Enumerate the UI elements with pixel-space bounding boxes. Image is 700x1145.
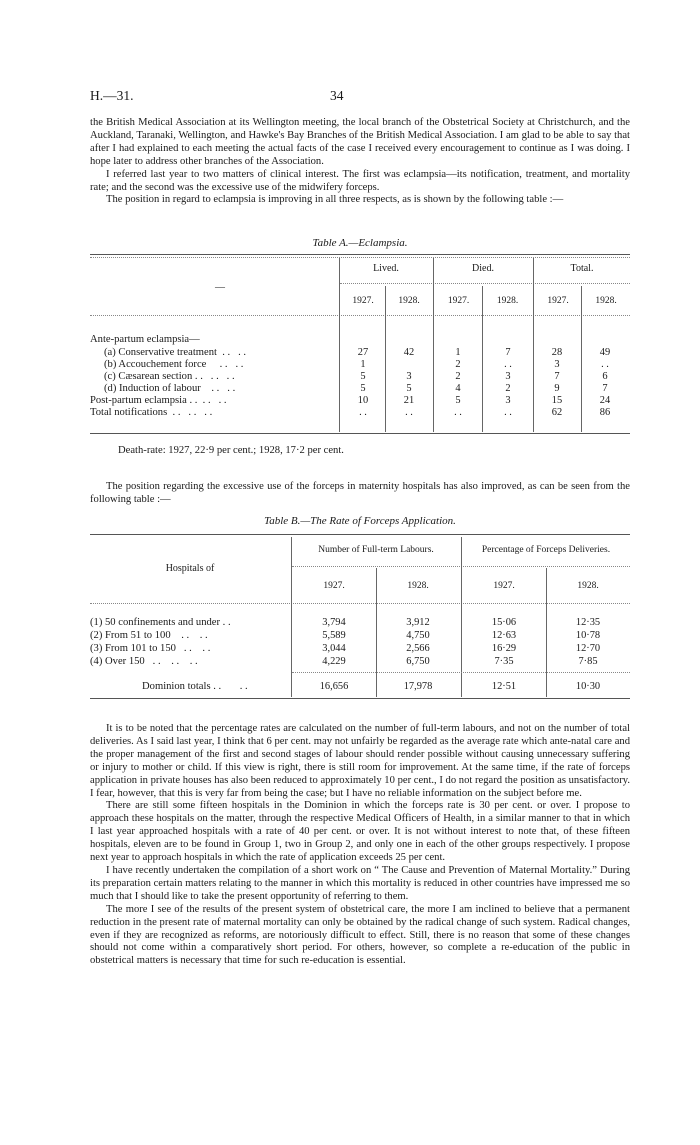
table-a-cell: 9 — [554, 383, 560, 394]
table-a-cell: . . — [454, 407, 462, 418]
table-a-cell: 10 — [357, 395, 369, 406]
table-b-cell: 12·35 — [575, 617, 601, 628]
table-a-cell: 49 — [599, 347, 611, 358]
table-a-row-label: Post-partum eclampsia . . . . . . — [90, 395, 227, 406]
death-rate-line: Death-rate: 1927, 22·9 per cent.; 1928, 17·2 per cent. — [118, 445, 344, 456]
table-a-cell: 24 — [599, 395, 611, 406]
closing-text — [90, 723, 630, 968]
table-a-row-label: Ante-partum eclampsia— — [90, 334, 200, 345]
table-b-cell: 15·06 — [491, 617, 517, 628]
paragraph: I have recently undertaken the compilation of a short work on “ The Cause and Prevention of Maternal Mortality.” During its preparation certain matters relating to the manner in which this mortality is reduced in other countries have impressed me so much that I should like to take the present opportunity of referring to them. — [90, 864, 630, 902]
table-a-top-rule-dotted — [90, 257, 630, 258]
table-b-total-label: Dominion totals . . . . — [142, 681, 248, 692]
table-b-stub-header: Hospitals of — [165, 563, 215, 574]
table-a-year: 1928. — [398, 296, 420, 306]
table-a-cell: 3 — [406, 371, 412, 382]
report-code: H.—31. — [90, 88, 134, 103]
table-a-cell: . . — [601, 359, 609, 370]
table-b-cell: 12·70 — [575, 643, 601, 654]
table-b-cell: 3,794 — [322, 617, 346, 628]
table-a-cell: . . — [504, 407, 512, 418]
table-a-cell: 5 — [406, 383, 412, 394]
table-a-cell: 42 — [403, 347, 415, 358]
table-a-cell: 7 — [505, 347, 511, 358]
table-a-cell: 2 — [455, 371, 461, 382]
table-a-row-label: (b) Accouchement force . . . . — [104, 359, 244, 370]
table-b-total-cell: 12·51 — [491, 681, 517, 692]
table-b-col-divider — [461, 537, 462, 697]
table-a-cell: 86 — [599, 407, 611, 418]
table-b-row-label: (3) From 101 to 150 . . . . — [90, 643, 211, 654]
table-b-year: 1927. — [493, 581, 515, 591]
table-a-cell: 5 — [360, 383, 366, 394]
table-b-bottom-rule — [90, 698, 630, 699]
table-b-cell: 3,912 — [406, 617, 430, 628]
table-b-total-rule — [292, 672, 630, 673]
table-a-group-rule — [340, 283, 630, 284]
table-b-cell: 4,750 — [406, 630, 430, 641]
table-a-group-died: Died. — [472, 263, 494, 274]
table-a-group-lived: Lived. — [373, 263, 399, 274]
table-b-col-divider — [546, 568, 547, 697]
paragraph: I referred last year to two matters of clinical interest. The first was eclampsia—its notification, treatment, and mortality rate; and the second was the excessive use of the midwifery forceps. — [90, 168, 630, 193]
table-a-cell: 2 — [505, 383, 511, 394]
paragraph: It is to be noted that the percentage rates are calculated on the number of full-term labours, and not on the number of total deliveries. As I said last year, I think that 6 per cent. may not unfairly be regarded as the average rate which ante-natal care and the proper management of the first and second stages of labour should render possible without causing unnecessary suffering or injury to mother or child. If this view is right, there is still room for improvement. At the same time, if the rate of forceps application in private houses has also been reduced to approximately 10 per cent., I do not regard the position as unsatisfactory. I fear, however, that this is very far from being the case; but I have no reliable information on the subject before me. — [90, 723, 630, 799]
table-a-cell: 27 — [357, 347, 369, 358]
middle-text — [90, 481, 630, 507]
table-b-group-labours: Number of Full-term Labours. — [318, 545, 434, 555]
table-a-cell: 5 — [360, 371, 366, 382]
table-a-col-divider — [482, 286, 483, 432]
table-b-cell: 7·35 — [494, 656, 514, 667]
table-a-group-total: Total. — [570, 263, 594, 274]
table-b-row-label: (2) From 51 to 100 . . . . — [90, 630, 208, 641]
table-b-total-cell: 10·30 — [575, 681, 601, 692]
table-b-header-rule — [90, 603, 630, 604]
table-a-cell: . . — [504, 359, 512, 370]
table-b-cell: 3,044 — [322, 643, 346, 654]
table-a-cell: 5 — [455, 395, 461, 406]
table-a-stub-dash: — — [215, 282, 225, 293]
table-a-cell: 15 — [551, 395, 563, 406]
table-b-group-forceps: Percentage of Forceps Deliveries. — [481, 545, 611, 555]
table-a-cell: 7 — [554, 371, 560, 382]
table-b-cell: 7·85 — [578, 656, 598, 667]
table-a-col-divider — [385, 286, 386, 432]
table-a-row-label: Total notifications . . . . . . — [90, 407, 213, 418]
table-b-cell: 5,589 — [322, 630, 346, 641]
table-b-cell: 10·78 — [575, 630, 601, 641]
table-a-col-divider — [533, 258, 534, 432]
table-a-cell: 28 — [551, 347, 563, 358]
table-a-col-divider — [581, 286, 582, 432]
table-b-year: 1928. — [407, 581, 429, 591]
table-b-total-cell: 16,656 — [319, 681, 349, 692]
paragraph: There are still some fifteen hospitals in the Dominion in which the forceps rate is 30 per cent. or over. I propose to approach these hospitals on the matter, through the respective Medical Officers of Health, in a similar manner to that in which I last year approached hospitals with a rate of 40 per cent. or over. It is not without interest to note that, of these fifteen hospitals, eleven are to be found in Group 1, two in Group 2, and only one in each of the other groups respectively. I propose next year to approach hospitals in which the rate of application exceeds 25 per cent. — [90, 800, 630, 864]
table-a-year: 1927. — [447, 296, 470, 306]
table-a-cell: 3 — [505, 371, 511, 382]
table-b-row-label: (4) Over 150 . . . . . . — [90, 656, 198, 667]
table-b-cell: 16·29 — [491, 643, 517, 654]
table-b-top-rule — [90, 534, 630, 535]
table-a-cell: 3 — [554, 359, 560, 370]
table-a-col-divider — [433, 258, 434, 432]
paragraph: The more I see of the results of the present system of obstetrical care, the more I am inclined to believe that a permanent reduction in the present rate of maternal mortality can only be obtained by the radical change of such system. Radical changes, even if they are recognized as reforms, are notoriously difficult to effect. Still, there is no reason that some of these changes should not come within a comparatively short period. For others, however, so complete a re-education of the public in obstetrical matters is necessary that time for such re-education is essential. — [90, 903, 630, 967]
table-a-year: 1927. — [547, 296, 569, 306]
table-b-cell: 4,229 — [322, 656, 346, 667]
page-header — [90, 88, 630, 104]
table-a-bottom-rule — [90, 433, 630, 434]
table-a-caption: Table A.—Eclampsia. — [312, 237, 408, 249]
page-number: 34 — [330, 88, 344, 103]
table-a-cell: 4 — [455, 383, 461, 394]
table-a-cell: 2 — [455, 359, 461, 370]
table-a-year: 1928. — [496, 296, 519, 306]
table-b-row-label: (1) 50 confinements and under . . — [90, 617, 231, 628]
table-a-year: 1928. — [595, 296, 617, 306]
table-a-cell: 21 — [403, 395, 415, 406]
table-a-row-label: (d) Induction of labour . . . . — [104, 383, 236, 394]
table-b-col-divider — [291, 537, 292, 697]
table-a-top-rule — [90, 254, 630, 255]
table-a-cell: 3 — [505, 395, 511, 406]
table-a-col-divider — [339, 258, 340, 432]
intro-text — [90, 117, 630, 207]
table-a-row-label: (c) Cæsarean section . . . . . . — [104, 371, 235, 382]
table-a-cell: 6 — [602, 371, 608, 382]
table-b-cell: 6,750 — [406, 656, 430, 667]
table-b-year: 1927. — [323, 581, 345, 591]
table-b-cell: 2,566 — [406, 643, 430, 654]
table-a-year: 1927. — [352, 296, 374, 306]
table-a-cell: . . — [405, 407, 413, 418]
table-a-row-label: (a) Conservative treatment . . . . — [104, 347, 247, 358]
table-a-cell: 62 — [551, 407, 563, 418]
paragraph: The position regarding the excessive use of the forceps in maternity hospitals has also improved, as can be seen from the following table :— — [90, 481, 630, 505]
table-b-year: 1928. — [577, 581, 599, 591]
paragraph: the British Medical Association at its Wellington meeting, the local branch of the Obstetrical Society at Christchurch, and the Auckland, Taranaki, Wellington, and Hawke's Bay Branches of the British Medical Association. I am glad to be able to say that after I had explained to each meeting the actual facts of the case I received every encouragement to continue as I was doing. I hope later to address other branches of the Association. — [90, 117, 630, 167]
table-b-total-cell: 17,978 — [403, 681, 433, 692]
table-b-cell: 12·63 — [491, 630, 517, 641]
table-a-cell: 1 — [360, 359, 366, 370]
table-b-caption: Table B.—The Rate of Forceps Application. — [264, 515, 456, 527]
table-a-header-rule — [90, 315, 630, 316]
table-a-cell: 7 — [602, 383, 608, 394]
table-a-cell: . . — [359, 407, 367, 418]
paragraph: The position in regard to eclampsia is improving in all three respects, as is shown by the following table :— — [106, 194, 564, 206]
table-a-cell: 1 — [455, 347, 461, 358]
table-b-col-divider — [376, 568, 377, 697]
